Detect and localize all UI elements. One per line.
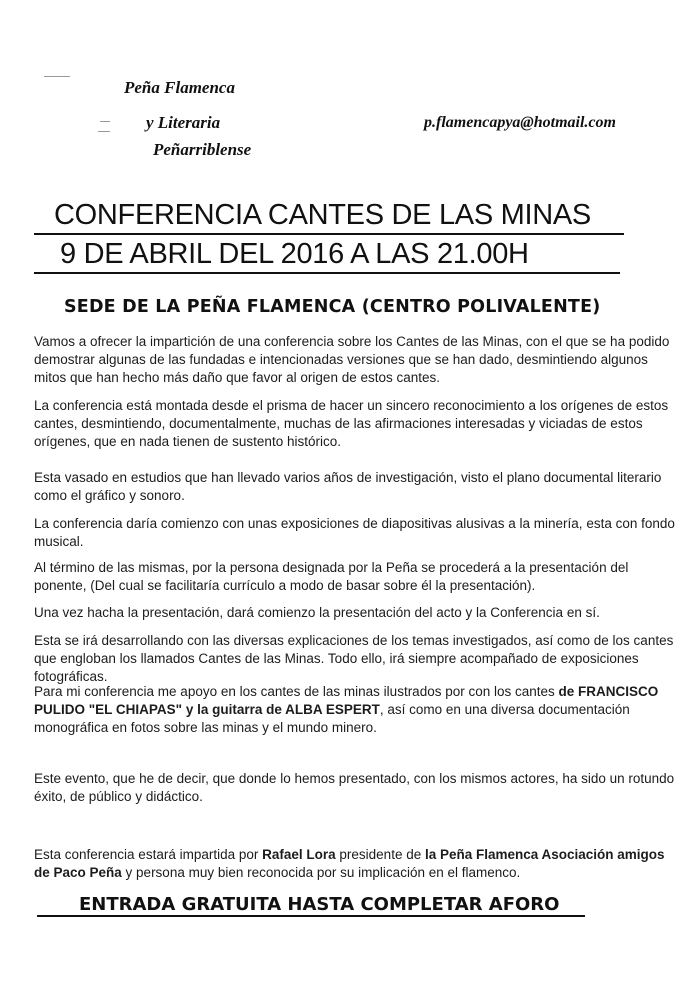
scan-mark xyxy=(44,76,70,77)
paragraph-premise: La conferencia está montada desde el prisma de hacer un sincero reconocimiento a los orígenes de estos cantes, desmintiendo, documentalmente, muchas de las afirmaciones interesadas y viciadas de estos orígenes, que en nada tienen de sustento histórico. xyxy=(34,398,669,449)
paragraph-performers xyxy=(34,683,676,737)
paragraph-slideshow: La conferencia daría comienzo con unas exposiciones de diapositivas alusivas a la minería, esta con fondo musical. xyxy=(34,516,675,549)
scan-mark xyxy=(100,121,110,122)
speaker-text-a: Esta conferencia estará impartida por xyxy=(34,847,263,862)
paragraph-research: Esta vasado en estudios que han llevado varios años de investigación, visto el plano documental literario como el gráfico y sonoro. xyxy=(34,470,662,503)
paragraph-presentation: Al término de las mismas, por la persona designada por la Peña se procederá a la presentación del ponente, (Del cual se facilitaría currículo a modo de basar sobre él la presentación). xyxy=(34,560,629,593)
title-underline-1 xyxy=(34,233,624,235)
speaker-text-c: presidente de xyxy=(335,847,425,862)
performers-text-a: Para mi conferencia me apoyo en los cantes de las minas ilustrados por con los cantes xyxy=(34,684,559,699)
performers-text-c: , así como en una diversa documentación monográfica en fotos sobre las minas y el mundo minero. xyxy=(34,702,630,735)
paragraph-start: Una vez hacha la presentación, dará comienzo la presentación del acto y la Conferencia en sí. xyxy=(34,605,600,620)
free-entry-notice: ENTRADA GRATUITA HASTA COMPLETAR AFORO xyxy=(79,894,560,915)
org-name-line1: Peña Flamenca xyxy=(124,78,235,97)
paragraph-success: Este evento, que he de decir, que donde lo hemos presentado, con los mismos actores, ha sido un rotundo éxito, de público y didáctico. xyxy=(34,771,675,804)
speaker-text-e: y persona muy bien reconocida por su implicación en el flamenco. xyxy=(121,865,521,880)
performers-names: de FRANCISCO PULIDO "EL CHIAPAS" y la guitarra de ALBA ESPERT xyxy=(34,684,659,717)
paragraph-development: Esta se irá desarrollando con las diversas explicaciones de los temas investigados, así como de los cantes que engloban los llamados Cantes de las Minas. Todo ello, irá siempre acompañado de exposiciones fotográficas. xyxy=(34,633,674,684)
org-name-line3: Peñarriblense xyxy=(153,140,252,159)
scan-mark xyxy=(98,131,110,132)
paragraph-speaker xyxy=(34,846,676,882)
footer-underline xyxy=(37,915,585,917)
page-title-line2: 9 DE ABRIL DEL 2016 A LAS 21.00H xyxy=(60,238,529,270)
paragraph-intro: Vamos a ofrecer la impartición de una conferencia sobre los Cantes de las Minas, con el que se ha podido demostrar algunas de las fundadas e intencionadas versiones que se han dado, desmintiendo algunos mitos que han hecho más daño que favor al origen de estos cantes. xyxy=(34,334,670,385)
title-underline-2 xyxy=(34,272,620,274)
speaker-name: Rafael Lora xyxy=(262,847,336,862)
org-name-line2: y Literaria xyxy=(146,113,221,132)
page-title-line1: CONFERENCIA CANTES DE LAS MINAS xyxy=(54,199,591,231)
contact-email: p.flamencapya@hotmail.com xyxy=(424,114,616,131)
speaker-organization: la Peña Flamenca Asociación amigos de Paco Peña xyxy=(34,847,665,880)
venue-subtitle: SEDE DE LA PEÑA FLAMENCA (CENTRO POLIVALENTE) xyxy=(64,297,601,317)
